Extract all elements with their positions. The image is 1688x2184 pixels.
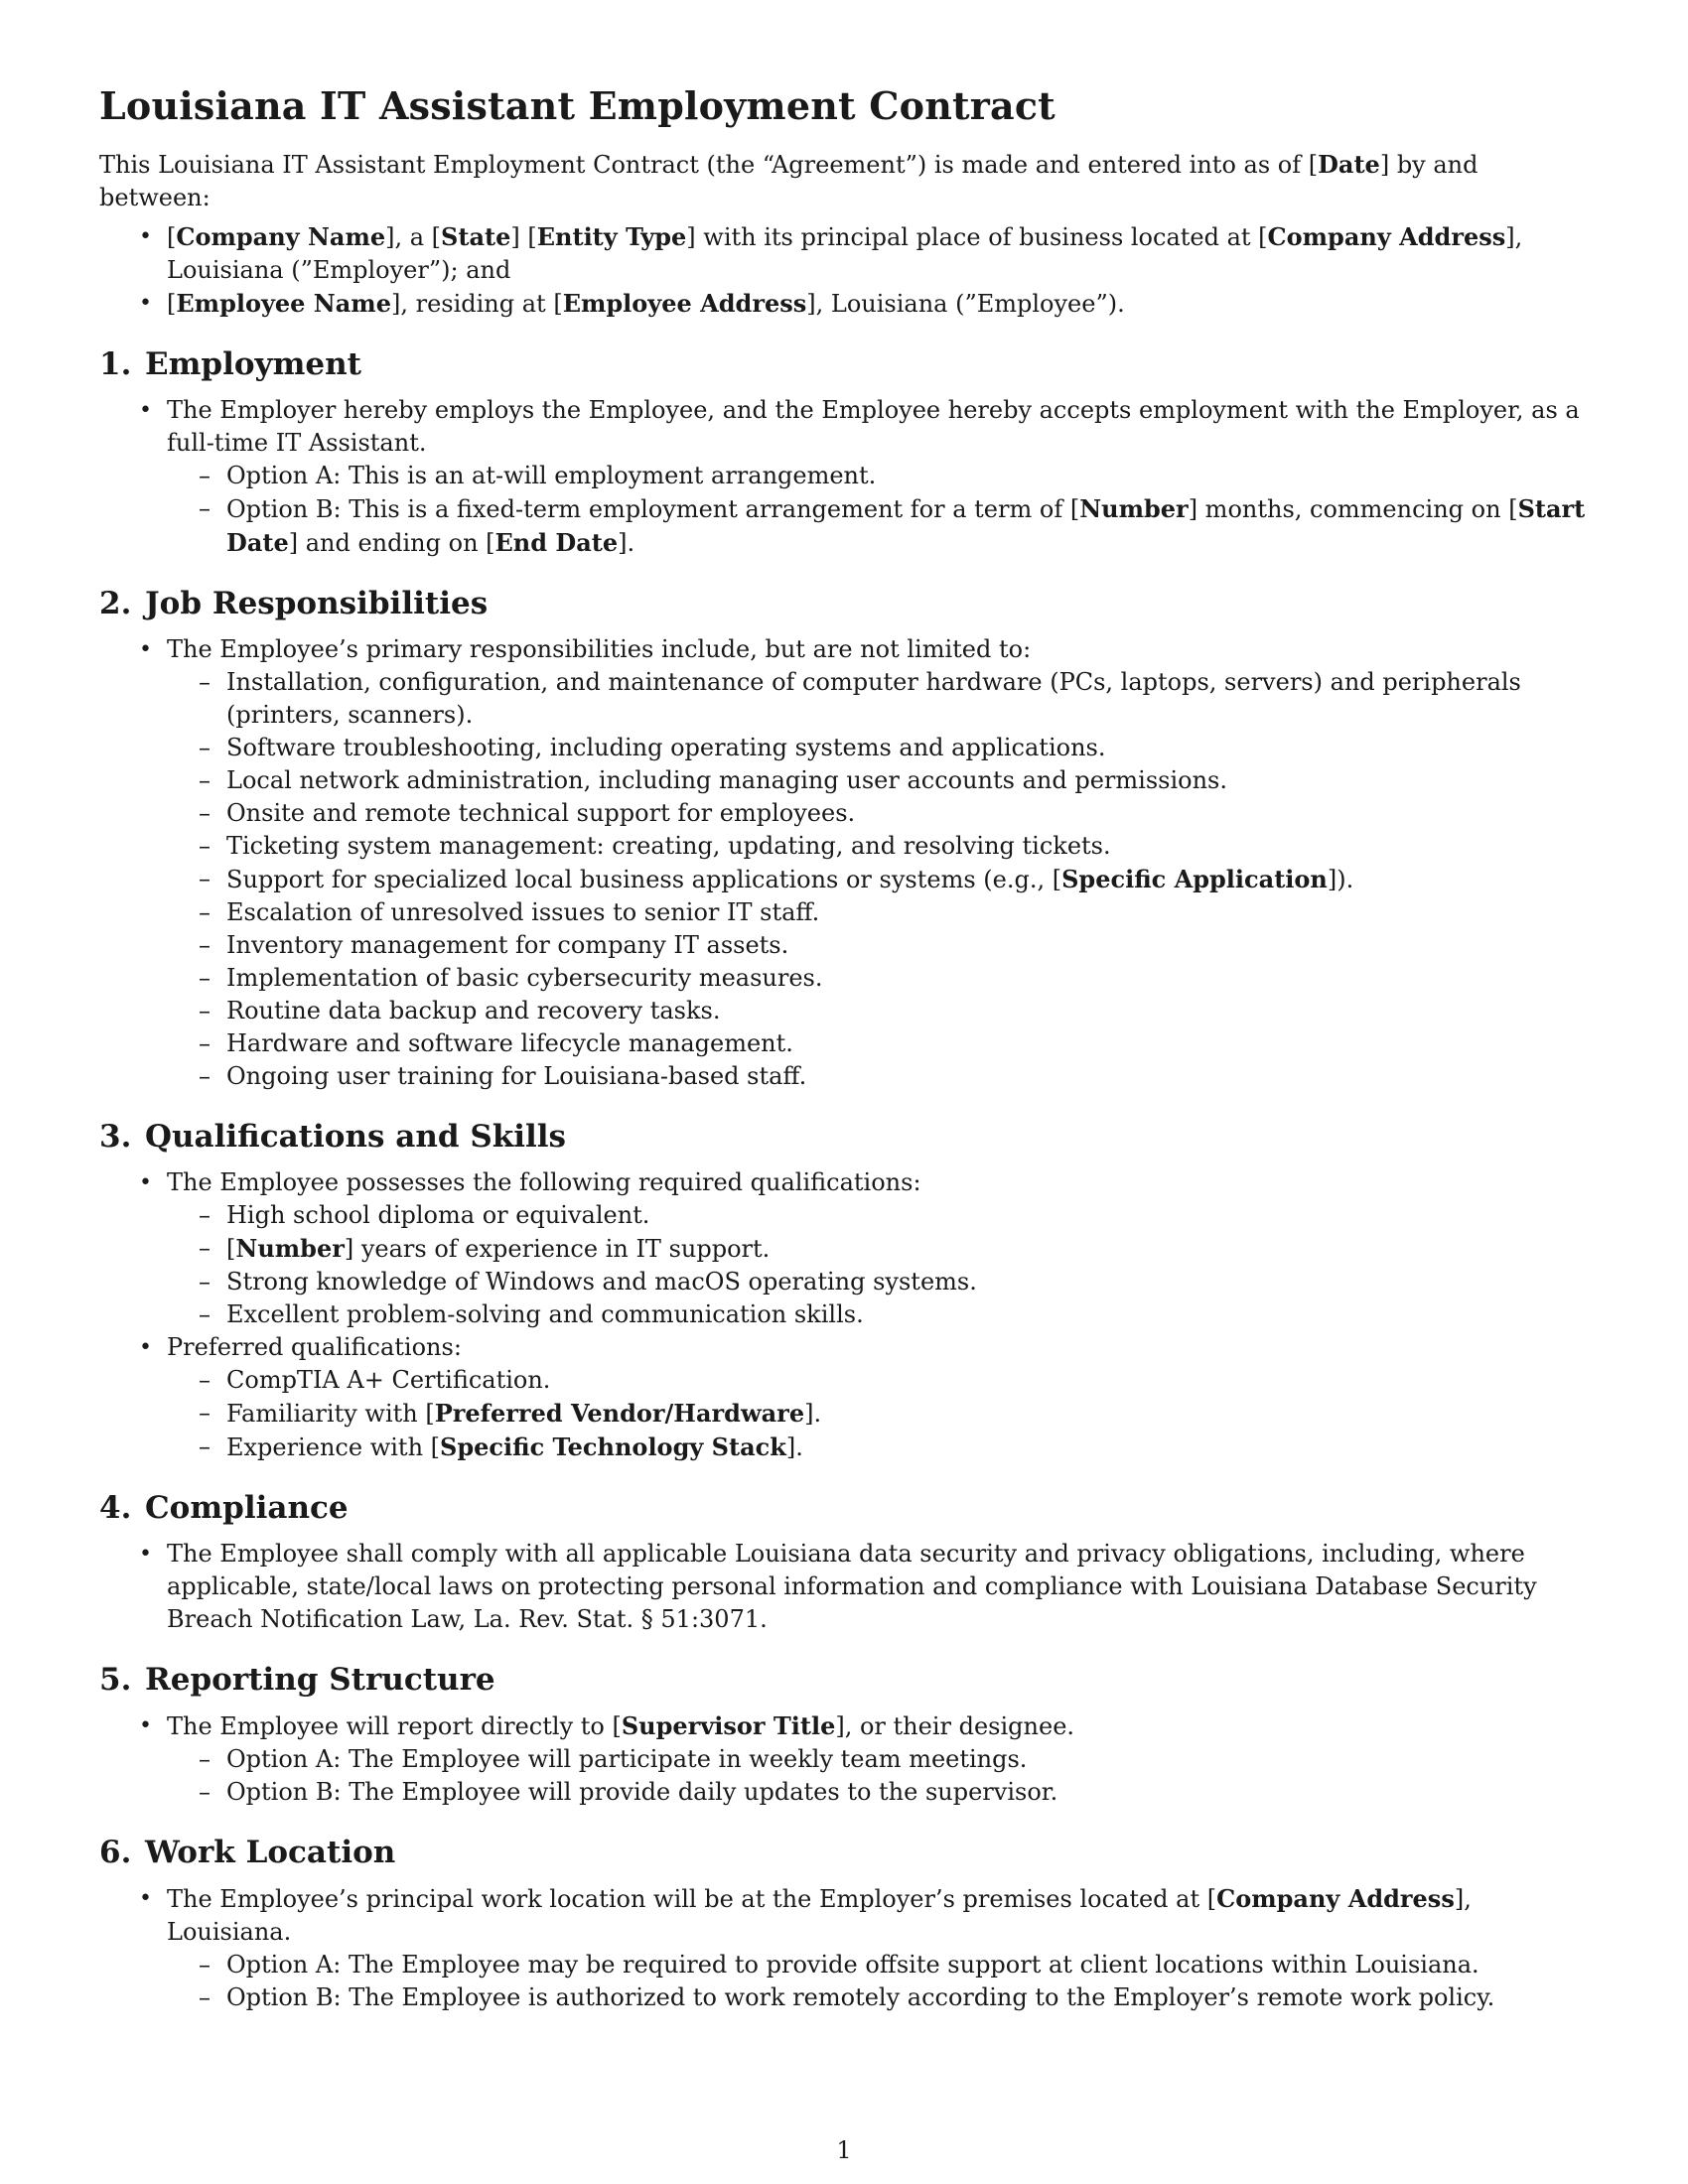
list-item: • Preferred qualifications: – CompTIA A+ Certification. – Familiarity with [Preferred Vendor/Hardware]. – Experience with [Specific Technology Stack]. (99, 1331, 1589, 1464)
sub-list-item: – CompTIA A+ Certification. (199, 1366, 551, 1394)
section-list (99, 1538, 1589, 1636)
section-heading: 6. Work Location (99, 1835, 396, 1870)
bullet-icon: • (139, 637, 152, 662)
section-list (99, 1709, 1589, 1809)
sub-list-item: – Option A: This is an at-will employment arrangement. (199, 462, 877, 489)
sub-list-item: – Option B: This is a fixed-term employment arrangement for a term of [Number] months, commencing on [Start Date] and ending on [End Date]. (199, 494, 1586, 557)
sub-list-item: – Software troubleshooting, including operating systems and applications. (199, 734, 1106, 761)
section-list (99, 1882, 1589, 2014)
sub-list-item: – Ticketing system management: creating, updating, and resolving tickets. (199, 832, 1111, 860)
sub-list-item: – [Number] years of experience in IT support. (199, 1234, 771, 1263)
document-title: Louisiana IT Assistant Employment Contract (99, 83, 1055, 128)
sub-list (167, 1199, 1589, 1331)
sub-list-item: – Escalation of unresolved issues to senior IT staff. (199, 898, 820, 926)
bullet-icon: • (139, 224, 152, 249)
section-list (99, 633, 1589, 1093)
sub-list-item: – High school diploma or equivalent. (199, 1201, 650, 1229)
section-list (99, 1166, 1589, 1464)
list-item: • The Employer hereby employs the Employee, and the Employee hereby accepts employment with the Employer, as a full-time IT Assistant. – Option A: This is an at-will employment arrangement. – Option B: This is a fixed-term employment arrangement for a term of [Number] months, commencing on [Start Date] and ending on [End Date]. (99, 394, 1589, 560)
bullet-icon: • (139, 1713, 152, 1738)
bullet-icon: • (139, 1335, 152, 1360)
sub-list-item: – Option A: The Employee will participate in weekly team meetings. (199, 1745, 1028, 1773)
sub-list-item: – Experience with [Specific Technology Stack]. (199, 1433, 803, 1461)
list-item: • The Employee’s principal work location will be at the Employer’s premises located at [Company Address], Louisiana. – Option A: The Employee may be required to provide offsite support at client locations within Louisiana. – Option B: The Employee is authorized to work remotely according to the Employer’s remote work policy. (99, 1882, 1589, 2014)
section-heading: 2. Job Responsibilities (99, 586, 489, 621)
bullet-icon: • (139, 291, 152, 316)
sub-list-item: – Hardware and software lifecycle management. (199, 1029, 793, 1057)
section-list (99, 394, 1589, 560)
section-heading: 5. Reporting Structure (99, 1662, 495, 1698)
sub-list-item: – Option A: The Employee may be required to provide offsite support at client locations within Louisiana. (199, 1951, 1479, 1979)
list-item: • The Employee shall comply with all applicable Louisiana data security and privacy obligations, including, where applicable, state/local laws on protecting personal information and compliance with Louisiana Database Security Breach Notification Law, La. Rev. Stat. § 51:3071. (139, 1540, 1537, 1633)
list-item: • The Employee possesses the following required qualifications: – High school diploma or equivalent. – [Number] years of experience in IT support. – Strong knowledge of Windows and macOS operating systems. – Excellent problem-solving and communication skills. (99, 1166, 1589, 1331)
sub-list-item: – Onsite and remote technical support for employees. (199, 799, 856, 827)
bullet-icon: • (139, 1542, 152, 1567)
sub-list-item: – Inventory management for company IT assets. (199, 931, 789, 959)
sub-list (167, 460, 1589, 560)
section-heading: 4. Compliance (99, 1490, 349, 1526)
bullet-icon: • (139, 1886, 152, 1911)
list-item: • [Company Name], a [State] [Entity Type] with its principal place of business located at [Company Address], Louisiana (”Employer”); and (139, 222, 1523, 284)
sub-list (167, 1743, 1589, 1809)
bullet-icon: • (139, 1170, 152, 1195)
date-placeholder: Date (1318, 150, 1380, 179)
sub-list (167, 1364, 1589, 1464)
sub-list-item: – Option B: The Employee will provide daily updates to the supervisor. (199, 1778, 1058, 1806)
list-item: • [Employee Name], residing at [Employee Address], Louisiana (”Employee”). (139, 289, 1125, 318)
sub-list-item: – Familiarity with [Preferred Vendor/Hardware]. (199, 1399, 822, 1428)
bullet-icon: • (139, 398, 152, 423)
page-number: 1 (836, 2136, 852, 2164)
section-heading: 3. Qualifications and Skills (99, 1119, 566, 1155)
sub-list-item: – Local network administration, including managing user accounts and permissions. (199, 766, 1227, 794)
intro-paragraph: This Louisiana IT Assistant Employment Contract (the “Agreement”) is made and entered into as of [Date] by and between: (99, 150, 1478, 211)
sub-list-item: – Ongoing user training for Louisiana-based staff. (199, 1062, 807, 1090)
list-item: • The Employee’s primary responsibilities include, but are not limited to: – Installation, configuration, and maintenance of computer hardware (PCs, laptops, servers) and peripherals (printers, scanners). – Software troubleshooting, including operating systems and applications. – Local network administration, including managing user accounts and permissions. – Onsite and remote technical support for employees. – Ticketing system management: creating, updating, and resolving tickets. – Support for specialized local business applications or systems (e.g., [Specific Application]). – Escalation of unresolved issues to senior IT staff. – Inventory management for company IT assets. – Implementation of basic cybersecurity measures. – Routine data backup and recovery tasks. – Hardware and software lifecycle management. – Ongoing user training for Louisiana-based staff. (99, 633, 1589, 1093)
list-item: • The Employee will report directly to [Supervisor Title], or their designee. – Option A: The Employee will participate in weekly team meetings. – Option B: The Employee will provide daily updates to the supervisor. (99, 1709, 1589, 1809)
sub-list (167, 1949, 1589, 2014)
sub-list-item: – Option B: The Employee is authorized to work remotely according to the Employer’s remote work policy. (199, 1983, 1495, 2011)
contract-page (99, 83, 1589, 2014)
sub-list-item: – Support for specialized local business applications or systems (e.g., [Specific Application]). (199, 865, 1354, 893)
sub-list-item: – Excellent problem-solving and communication skills. (199, 1300, 864, 1328)
section-heading: 1. Employment (99, 346, 361, 382)
sub-list-item: – Routine data backup and recovery tasks. (199, 997, 721, 1024)
parties-list (99, 220, 1589, 321)
sub-list-item: – Strong knowledge of Windows and macOS operating systems. (199, 1268, 977, 1296)
sub-list-item: – Installation, configuration, and maintenance of computer hardware (PCs, laptops, servers) and peripherals (printers, scanners). (199, 668, 1521, 729)
sub-list-item: – Implementation of basic cybersecurity measures. (199, 964, 823, 992)
sub-list (167, 666, 1589, 1093)
